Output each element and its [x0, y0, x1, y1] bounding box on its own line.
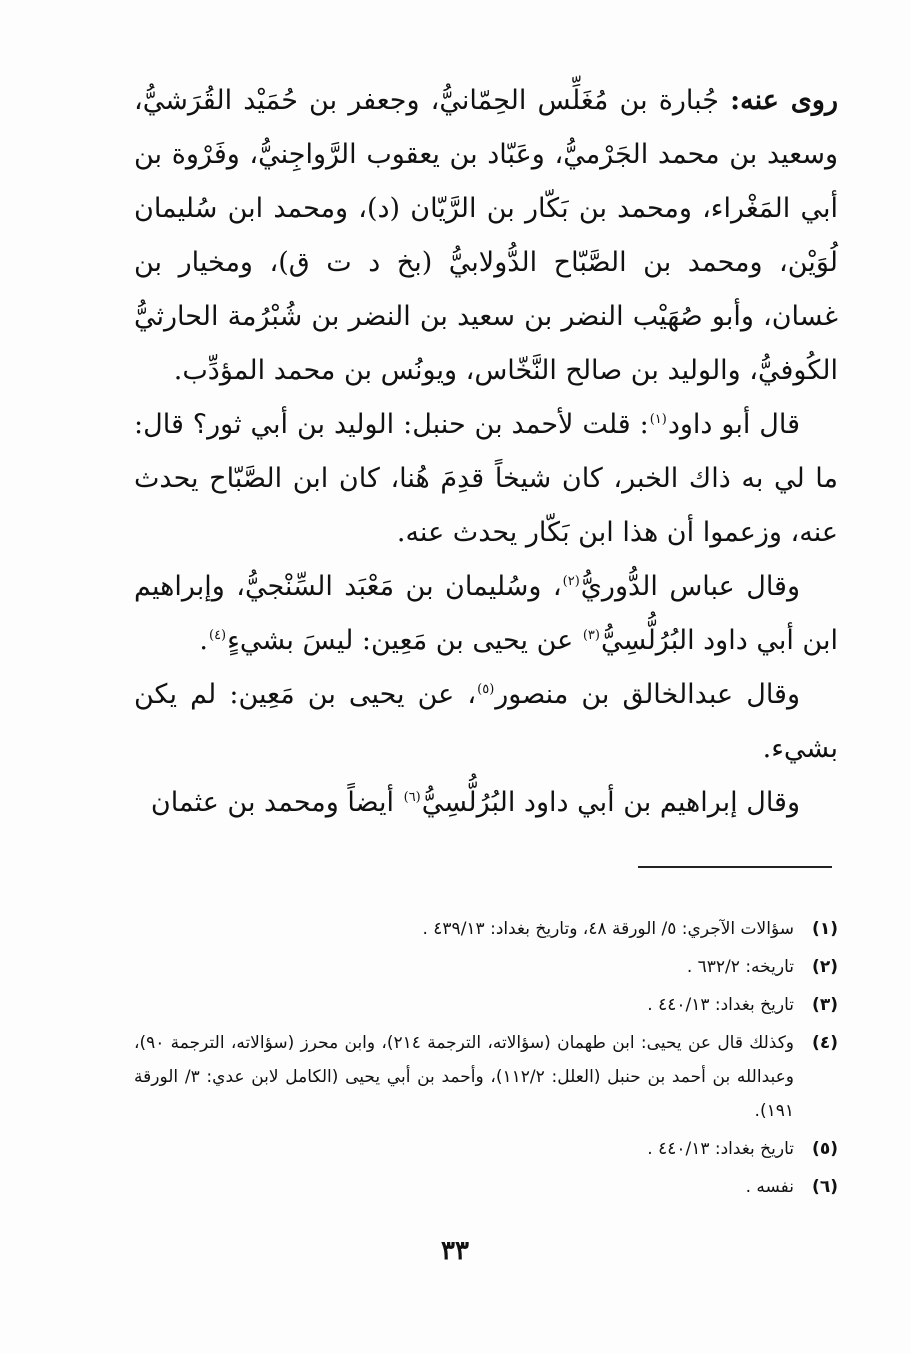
footnote-number: (٤) — [812, 1033, 838, 1053]
paragraph-text: جُبارة بن مُغَلِّس الحِمّانيُّ، وجعفر بن حُمَيْد القُرَشيُّ، وسعيد بن محمد الجَرْميُّ، وعَبّاد بن يعقوب الرَّواجِنيُّ، وفَرْوة بن أبي المَغْراء، ومحمد بن بَكّار بن الرَّيّان (د)، ومحمد ابن سُليمان لُوَيْن، ومحمد بن الصَّبّاح الدُّولابيُّ (بخ د ت ق)، ومخيار بن غسان، وأبو صُهَيْب النضر بن سعيد بن النضر بن شُبْرُمة الحارثيُّ الكُوفيُّ، والوليد بن صالح النَّخّاس، ويونُس بن محمد المؤدِّب. — [134, 85, 838, 386]
footnotes-list — [134, 912, 838, 1208]
footnote-number: (٣) — [812, 995, 838, 1015]
footnote-reference: (٥) — [477, 682, 495, 697]
paragraph-text: أيضاً ومحمد بن عثمان — [150, 787, 403, 818]
footnote-number: (٦) — [812, 1177, 838, 1197]
paragraph-text: ، عن يحيى بن مَعِين: لم يكن بشيء. — [134, 679, 838, 764]
footnote-item — [134, 1026, 838, 1128]
paragraph-text: ، وسُليمان بن مَعْبَد السِّنْجيُّ، وإبراهيم ابن أبي داود البُرُلُّسِيُّ — [134, 571, 838, 656]
footnote-item — [134, 950, 838, 984]
paragraph-text: عن يحيى بن مَعِين: ليسَ بشيءٍ — [227, 625, 582, 656]
footnote-item — [134, 1170, 838, 1204]
paragraph-lead-label: روى عنه: — [730, 85, 838, 116]
footnote-item — [134, 1132, 838, 1166]
paragraph-text: قال أبو داود — [667, 409, 801, 440]
footnote-item — [134, 988, 838, 1022]
paragraph-text: وقال عبدالخالق بن منصور — [495, 679, 800, 710]
paragraph-abu-dawud — [134, 398, 838, 560]
footnote-text: تاريخ بغداد: ٤٤٠/١٣ . — [647, 1139, 794, 1159]
footnote-reference: (٦) — [403, 790, 421, 805]
paragraph-text: وقال عباس الدُّوريُّ — [580, 571, 800, 602]
footnote-reference: (٢) — [562, 574, 580, 589]
paragraph-text: وقال إبراهيم بن أبي داود البُرُلُّسِيُّ — [421, 787, 800, 818]
footnote-number: (٢) — [812, 957, 838, 977]
footnote-text: تاريخ بغداد: ٤٤٠/١٣ . — [647, 995, 794, 1015]
paragraph-abbas-duri — [134, 560, 838, 668]
footnote-number: (٥) — [812, 1139, 838, 1159]
footnote-text: نفسه . — [745, 1177, 794, 1197]
footnote-number: (١) — [812, 919, 838, 939]
footnote-divider — [638, 866, 832, 868]
footnote-text: تاريخه: ٦٣٢/٢ . — [686, 957, 794, 977]
footnote-reference: (٤) — [208, 628, 227, 643]
footnote-reference: (٣) — [582, 628, 600, 643]
paragraph-narrators — [134, 74, 838, 398]
footnote-item — [134, 912, 838, 946]
paragraph-text: . — [199, 625, 208, 656]
main-text-body — [134, 74, 838, 830]
footnote-reference: (١) — [649, 412, 667, 427]
footnote-text: وكذلك قال عن يحيى: ابن طهمان (سؤالاته، الترجمة ٢١٤)، وابن محرز (سؤالاته، الترجمة ٩٠)، وعبدالله بن أحمد بن حنبل (العلل: ١١٢/٢)، وأحمد بن أبي يحيى (الكامل لابن عدي: ٣/ الورقة ١٩١). — [134, 1033, 795, 1121]
paragraph-abdulkhaliq — [134, 668, 838, 776]
paragraph-text: : قلت لأحمد بن حنبل: الوليد بن أبي ثور؟ قال: ما لي به ذاك الخبر، كان شيخاً قدِمَ هُنا، كان ابن الصَّبّاح يحدث عنه، وزعموا أن هذا ابن بَكّار يحدث عنه. — [134, 409, 838, 548]
paragraph-ibrahim — [134, 776, 838, 830]
footnote-text: سؤالات الآجري: ٥/ الورقة ٤٨، وتاريخ بغداد: ٤٣٩/١٣ . — [422, 919, 794, 939]
page-number: ٣٣ — [441, 1236, 469, 1266]
